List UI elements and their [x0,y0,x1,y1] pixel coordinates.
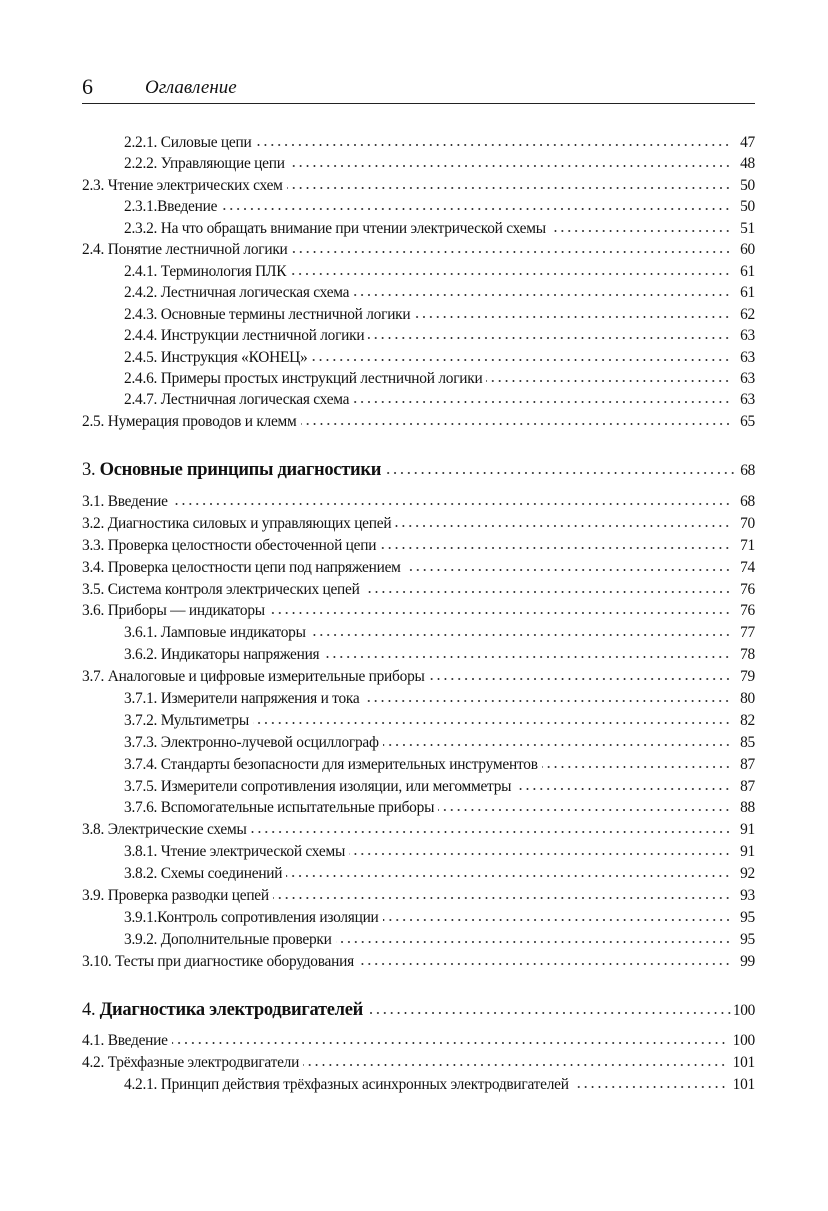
entry-number: 4.2. [82,1054,105,1071]
entry-number: 2.4.2. [124,284,158,302]
toc-entry[interactable] [82,710,755,732]
toc-entry[interactable] [82,218,755,239]
entry-label: Вспомогательные испытательные приборы [160,799,435,817]
dot-leader [550,223,731,233]
dot-leader [438,802,731,812]
entry-number: 3.6. [82,602,105,620]
toc-entry[interactable] [82,622,755,644]
dot-leader [323,649,731,659]
dot-leader [221,201,731,211]
entry-label: Силовые цепи [160,134,252,151]
toc-entry[interactable] [82,819,755,841]
toc-entry[interactable] [82,600,755,622]
entry-title [82,411,301,432]
running-header-title: Оглавление [145,77,237,98]
dot-leader [353,287,731,297]
entry-label: Основные термины лестничной логики [160,305,411,323]
page-ref: 65 [740,412,755,430]
entry-label: Ламповые индикаторы [160,624,306,642]
entry-number: 4.2.1. [124,1076,158,1093]
page-ref: 101 [732,1054,755,1071]
entry-title [82,819,251,841]
dot-leader [363,693,731,703]
entry-title [82,600,269,622]
entry-title [124,754,542,776]
chapter-title[interactable]: 3. Основные принципы диагностики [82,460,382,480]
entry-number: 2.4.7. [124,391,158,409]
toc-entry[interactable] [82,754,755,776]
entry-label: Измерители сопротивления изоляции, или мегомметры [160,777,512,795]
dot-leader [290,266,731,276]
toc-entry[interactable] [82,688,755,710]
toc-chapter-4 [82,997,755,1023]
entry-title [124,196,221,217]
entry-number: 2.4.4. [124,327,158,345]
entry-number: 2.3.2. [124,219,158,237]
entry-label: Лестничная логическая схема [160,391,350,409]
dot-leader [364,584,731,594]
entry-label: Индикаторы напряжения [160,646,320,664]
entry-number: 4.1. [82,1032,105,1049]
entry-title [124,1074,573,1096]
page-ref: 60 [740,241,755,259]
dot-leader [336,934,731,944]
entry-title [124,368,486,389]
page-ref: 68 [740,462,755,479]
page-ref: 80 [740,690,755,708]
dot-leader [251,824,731,834]
page-ref: 74 [740,558,755,576]
dot-leader [358,956,731,966]
dot-leader [303,1057,727,1067]
toc-entry[interactable] [82,1030,755,1052]
page-ref: 63 [740,348,755,366]
page-ref: 85 [740,733,755,751]
page-ref: 76 [740,580,755,598]
entry-label: Измерители напряжения и тока [160,690,360,708]
entry-title [82,885,273,907]
entry-title [124,929,336,951]
entry-number: 2.5. [82,412,105,430]
dot-leader [368,330,731,340]
dot-leader [573,1079,727,1089]
entry-number: 3.4. [82,558,105,576]
entry-number: 2.4.6. [124,369,158,387]
toc-entry[interactable] [82,175,755,196]
entry-number: 2.4.3. [124,305,158,323]
entry-label: Чтение электрической схемы [160,843,346,861]
page-ref: 51 [740,219,755,237]
page-ref: 100 [732,1002,755,1019]
page-ref: 91 [740,843,755,861]
entry-title [82,579,364,601]
toc-entry[interactable] [82,261,755,282]
entry-number: 2.2.1. [124,134,158,151]
page-ref: 82 [740,711,755,729]
entry-number: 3.1. [82,493,105,510]
entry-number: 3.8.1. [124,843,158,861]
entry-number: 2.3. [82,176,105,194]
entry-title [124,644,323,666]
entry-title [82,666,429,688]
toc-entry[interactable] [82,491,755,513]
page-ref: 93 [740,887,755,905]
page-ref: 62 [740,305,755,323]
entry-number: 3.5. [82,580,105,598]
entry-label: Управляющие цепи [160,155,285,173]
entry-title [124,841,349,863]
dot-leader [429,671,731,681]
entry-label: Введение [107,493,168,510]
entry-label: Стандарты безопасности для измерительных инструментов [160,755,538,773]
entry-number: 2.3.1. [124,198,158,216]
entry-number: 3.8. [82,821,105,839]
page-ref: 71 [740,536,755,554]
entry-number: 3.6.2. [124,646,158,664]
page-ref: 61 [740,262,755,280]
dot-leader [292,244,731,254]
dot-leader [255,137,731,147]
entry-number: 3.9.2. [124,930,158,948]
toc-entry[interactable] [82,196,755,217]
entry-title [124,389,353,410]
toc-entry[interactable] [82,579,755,601]
entry-number: 3.3. [82,536,105,554]
toc-entry[interactable] [82,885,755,907]
entry-label: Понятие лестничной логики [107,241,288,259]
entry-label: На что обращать внимание при чтении электрической схемы [160,219,546,237]
entry-number: 3.7.1. [124,690,158,708]
toc-section-2 [82,132,755,432]
entry-number: 3.6.1. [124,624,158,642]
page-ref: 47 [740,134,755,151]
entry-title [82,951,358,973]
entry-number: 2.2.2. [124,155,158,173]
dot-leader [369,1005,733,1015]
entry-number: 3.7.5. [124,777,158,795]
entry-title [124,797,438,819]
entry-title [124,776,515,798]
entry-title [124,907,383,929]
page-number: 6 [82,74,93,99]
toc-entry[interactable] [82,513,755,535]
dot-leader [380,540,731,550]
page-ref: 92 [740,865,755,883]
entry-label: Примеры простых инструкций лестничной логики [160,369,483,387]
dot-leader [515,781,731,791]
entry-title [82,1030,172,1052]
entry-title [124,325,368,346]
page-ref: 95 [740,930,755,948]
page-ref: 70 [740,514,755,532]
page-ref: 99 [740,952,755,970]
dot-leader [273,890,731,900]
page-ref: 101 [732,1076,755,1093]
entry-number: 2.4.5. [124,348,158,366]
entry-label: Инструкция «КОНЕЦ» [160,348,308,366]
entry-title [82,513,395,535]
page-ref: 77 [740,624,755,642]
entry-title [124,282,353,303]
entry-number: 2.4. [82,241,105,259]
toc-section-3 [82,491,755,973]
page-ref: 100 [732,1032,755,1049]
entry-title [82,491,172,513]
dot-leader [269,605,731,615]
toc-entry[interactable] [82,132,755,153]
entry-number: 3.10. [82,952,112,970]
toc-entry[interactable] [82,907,755,929]
page-ref: 48 [740,155,755,173]
dot-leader [405,562,731,572]
entry-number: 3.7.2. [124,711,158,729]
toc-entry[interactable] [82,863,755,885]
entry-label: Нумерация проводов и клемм [107,412,297,430]
entry-number: 3.2. [82,514,105,532]
toc-entry[interactable] [82,325,755,346]
toc-entry[interactable] [82,347,755,368]
entry-label: Электронно-лучевой осциллограф [160,733,379,751]
entry-label: Диагностика силовых и управляющих цепей [107,514,392,532]
entry-label: Проверка целостности цепи под напряжением [107,558,401,576]
toc-entry[interactable] [82,153,755,174]
entry-title [124,710,253,732]
dot-leader [311,352,731,362]
entry-label: Мультиметры [160,711,249,729]
entry-number: 3.9. [82,887,105,905]
page-ref: 95 [740,908,755,926]
page-ref: 87 [740,777,755,795]
page-ref: 68 [740,493,755,510]
entry-title [124,863,286,885]
page-ref: 50 [740,176,755,194]
entry-label: Контроль сопротивления изоляции [157,908,379,926]
entry-title [82,557,405,579]
dot-leader [172,1035,727,1045]
toc-entry[interactable] [82,797,755,819]
dot-leader [387,465,736,475]
page-ref: 63 [740,327,755,345]
toc-entry[interactable] [82,929,755,951]
entry-label: Приборы — индикаторы [107,602,265,620]
entry-number: 2.4.1. [124,262,158,280]
entry-title [82,239,292,260]
entry-title [124,153,289,174]
entry-label: Тесты при диагностике оборудования [115,952,354,970]
dot-leader [383,912,731,922]
dot-leader [349,846,731,856]
toc-entry[interactable] [82,1074,755,1096]
toc-entry[interactable] [82,282,755,303]
page-ref: 61 [740,284,755,302]
dot-leader [486,373,731,383]
entry-title [124,261,290,282]
page-ref: 91 [740,821,755,839]
entry-title [82,175,287,196]
toc-entry[interactable] [82,1052,755,1074]
toc-entry[interactable] [82,951,755,973]
entry-title [124,347,311,368]
entry-title [124,304,414,325]
toc-chapter-3 [82,457,755,483]
entry-label: Система контроля электрических цепей [107,580,360,598]
entry-title [124,132,255,153]
dot-leader [395,518,731,528]
toc-entry[interactable] [82,368,755,389]
page-ref: 76 [740,602,755,620]
dot-leader [172,496,731,506]
entry-title [124,622,310,644]
header-rule [82,103,755,104]
entry-label: Трёхфазные электродвигатели [107,1054,300,1071]
dot-leader [253,715,731,725]
page-ref: 78 [740,646,755,664]
entry-label: Лестничная логическая схема [160,284,350,302]
page-ref: 50 [740,198,755,216]
dot-leader [286,868,731,878]
dot-leader [353,394,731,404]
entry-label: Принцип действия трёхфазных асинхронных электродвигателей [160,1076,569,1093]
entry-label: Инструкции лестничной логики [160,327,365,345]
page-ref: 63 [740,391,755,409]
page-ref: 87 [740,755,755,773]
entry-label: Чтение электрических схем [107,176,283,194]
entry-label: Введение [107,1032,168,1049]
entry-number: 3.7.4. [124,755,158,773]
toc-entry[interactable] [82,389,755,410]
toc-entry[interactable] [82,841,755,863]
toc-entry[interactable] [82,644,755,666]
dot-leader [383,737,731,747]
entry-label: Схемы соединений [160,865,283,883]
entry-number: 3.9.1. [124,908,158,926]
toc-entry[interactable] [82,535,755,557]
page-ref: 63 [740,369,755,387]
dot-leader [310,627,731,637]
entry-label: Проверка разводки цепей [107,887,269,905]
toc-section-4 [82,1030,755,1096]
dot-leader [414,309,731,319]
entry-title [124,218,550,239]
toc-entry[interactable] [82,666,755,688]
entry-title [82,535,380,557]
toc-entry[interactable] [82,411,755,432]
entry-title [124,732,383,754]
page-ref: 79 [740,668,755,686]
page-ref: 88 [740,799,755,817]
dot-leader [289,158,731,168]
entry-label: Аналоговые и цифровые измерительные приборы [107,668,425,686]
entry-label: Электрические схемы [107,821,247,839]
entry-title [82,1052,303,1074]
dot-leader [301,416,731,426]
entry-label: Проверка целостности обесточенной цепи [107,536,377,554]
toc-entry[interactable] [82,557,755,579]
toc-entry[interactable] [82,304,755,325]
dot-leader [287,180,731,190]
toc-entry[interactable] [82,732,755,754]
entry-label: Терминология ПЛК [160,262,287,280]
entry-label: Введение [157,198,218,216]
entry-title [124,688,363,710]
toc-entry[interactable] [82,239,755,260]
entry-number: 3.8.2. [124,865,158,883]
dot-leader [542,759,731,769]
toc-entry[interactable] [82,776,755,798]
entry-number: 3.7. [82,668,105,686]
entry-number: 3.7.6. [124,799,158,817]
entry-label: Дополнительные проверки [160,930,332,948]
entry-number: 3.7.3. [124,733,158,751]
chapter-title[interactable]: 4. Диагностика электродвигателей [82,1000,364,1020]
